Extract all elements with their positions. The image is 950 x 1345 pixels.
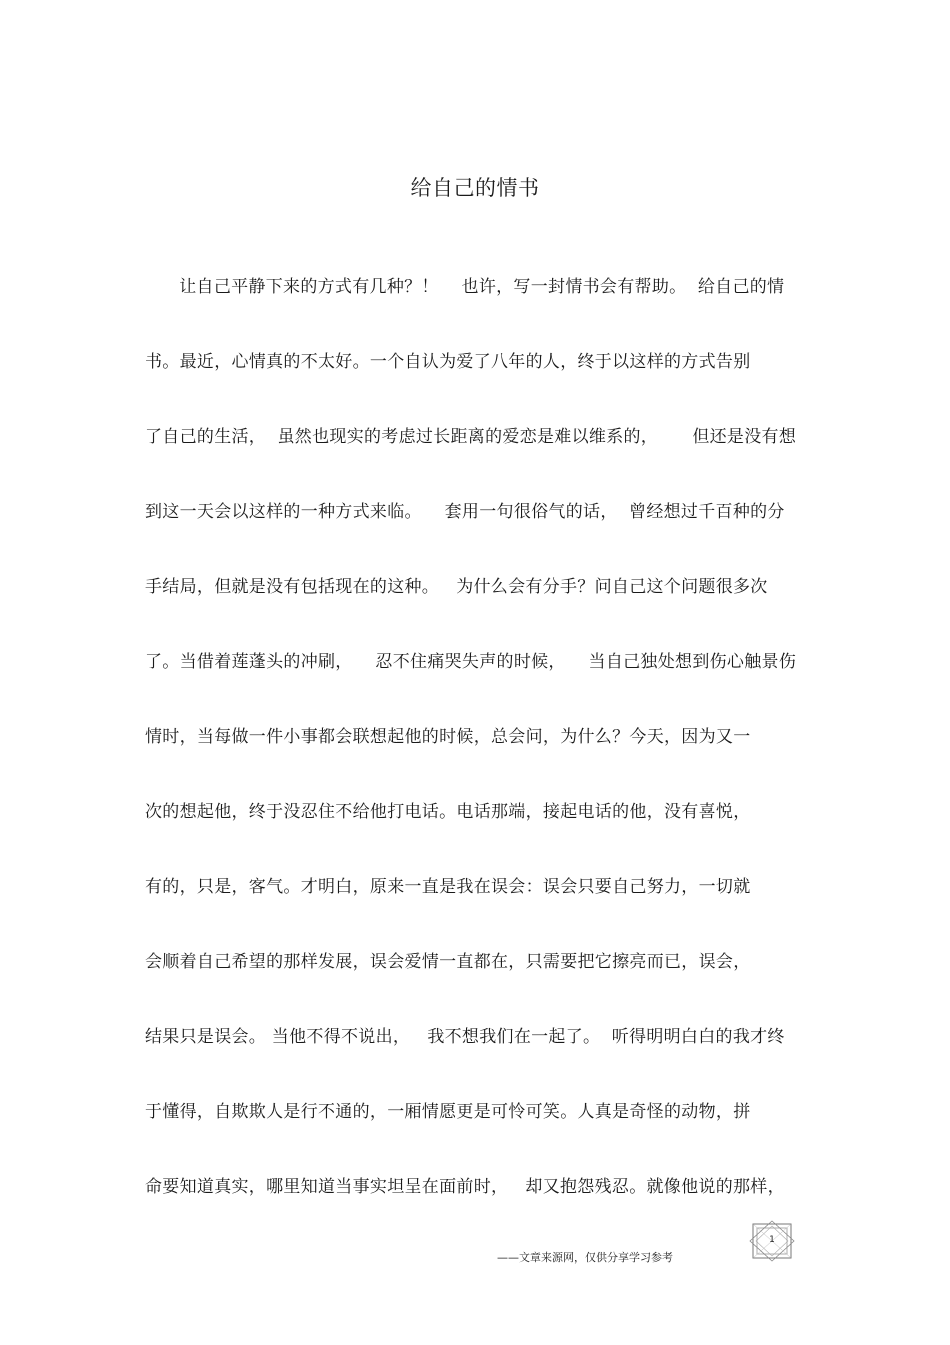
page-number-badge — [747, 1220, 797, 1262]
document-title: 给自己的情书 — [410, 176, 540, 200]
body-line-13: 命要知道真实，哪里知道当事实坦呈在面前时， 却又抱怨残忍。就像他说的那样， — [145, 1177, 785, 1197]
body-line-8: 次的想起他，终于没忍住不给他打电话。电话那端，接起电话的他，没有喜悦， — [145, 802, 751, 822]
page-number: 1 — [769, 1235, 775, 1245]
body-line-4: 到这一天会以这样的一种方式来临。 套用一句很俗气的话， 曾经想过千百种的分 — [145, 502, 785, 522]
body-line-7: 情时，当每做一件小事都会联想起他的时候，总会问，为什么？今天，因为又一 — [145, 727, 751, 747]
body-line-2: 书。最近，心情真的不太好。一个自认为爱了八年的人，终于以这样的方式告别 — [145, 352, 751, 372]
body-line-10: 会顺着自己希望的那样发展，误会爱情一直都在，只需要把它擦亮而已，误会， — [145, 952, 751, 972]
body-line-9: 有的，只是，客气。才明白，原来一直是我在误会：误会只要自己努力，一切就 — [145, 877, 751, 897]
body-line-3: 了自己的生活， 虽然也现实的考虑过长距离的爱恋是难以维系的， 但还是没有想 — [145, 427, 797, 447]
body-line-6: 了。当借着莲蓬头的冲刷， 忍不住痛哭失声的时候， 当自己独处想到伤心触景伤 — [145, 652, 797, 672]
body-line-5: 手结局，但就是没有包括现在的这种。 为什么会有分手？问自己这个问题很多次 — [145, 577, 768, 597]
body-line-11: 结果只是误会。 当他不得不说出， 我不想我们在一起了。 听得明明白白的我才终 — [145, 1027, 785, 1047]
source-note: ——文章来源网，仅供分享学习参考 — [497, 1251, 673, 1264]
body-line-1: 让自己平静下来的方式有几种？！ 也许，写一封情书会有帮助。 给自己的情 — [145, 277, 785, 297]
body-line-12: 于懂得，自欺欺人是行不通的，一厢情愿更是可怜可笑。人真是奇怪的动物，拼 — [145, 1102, 751, 1122]
